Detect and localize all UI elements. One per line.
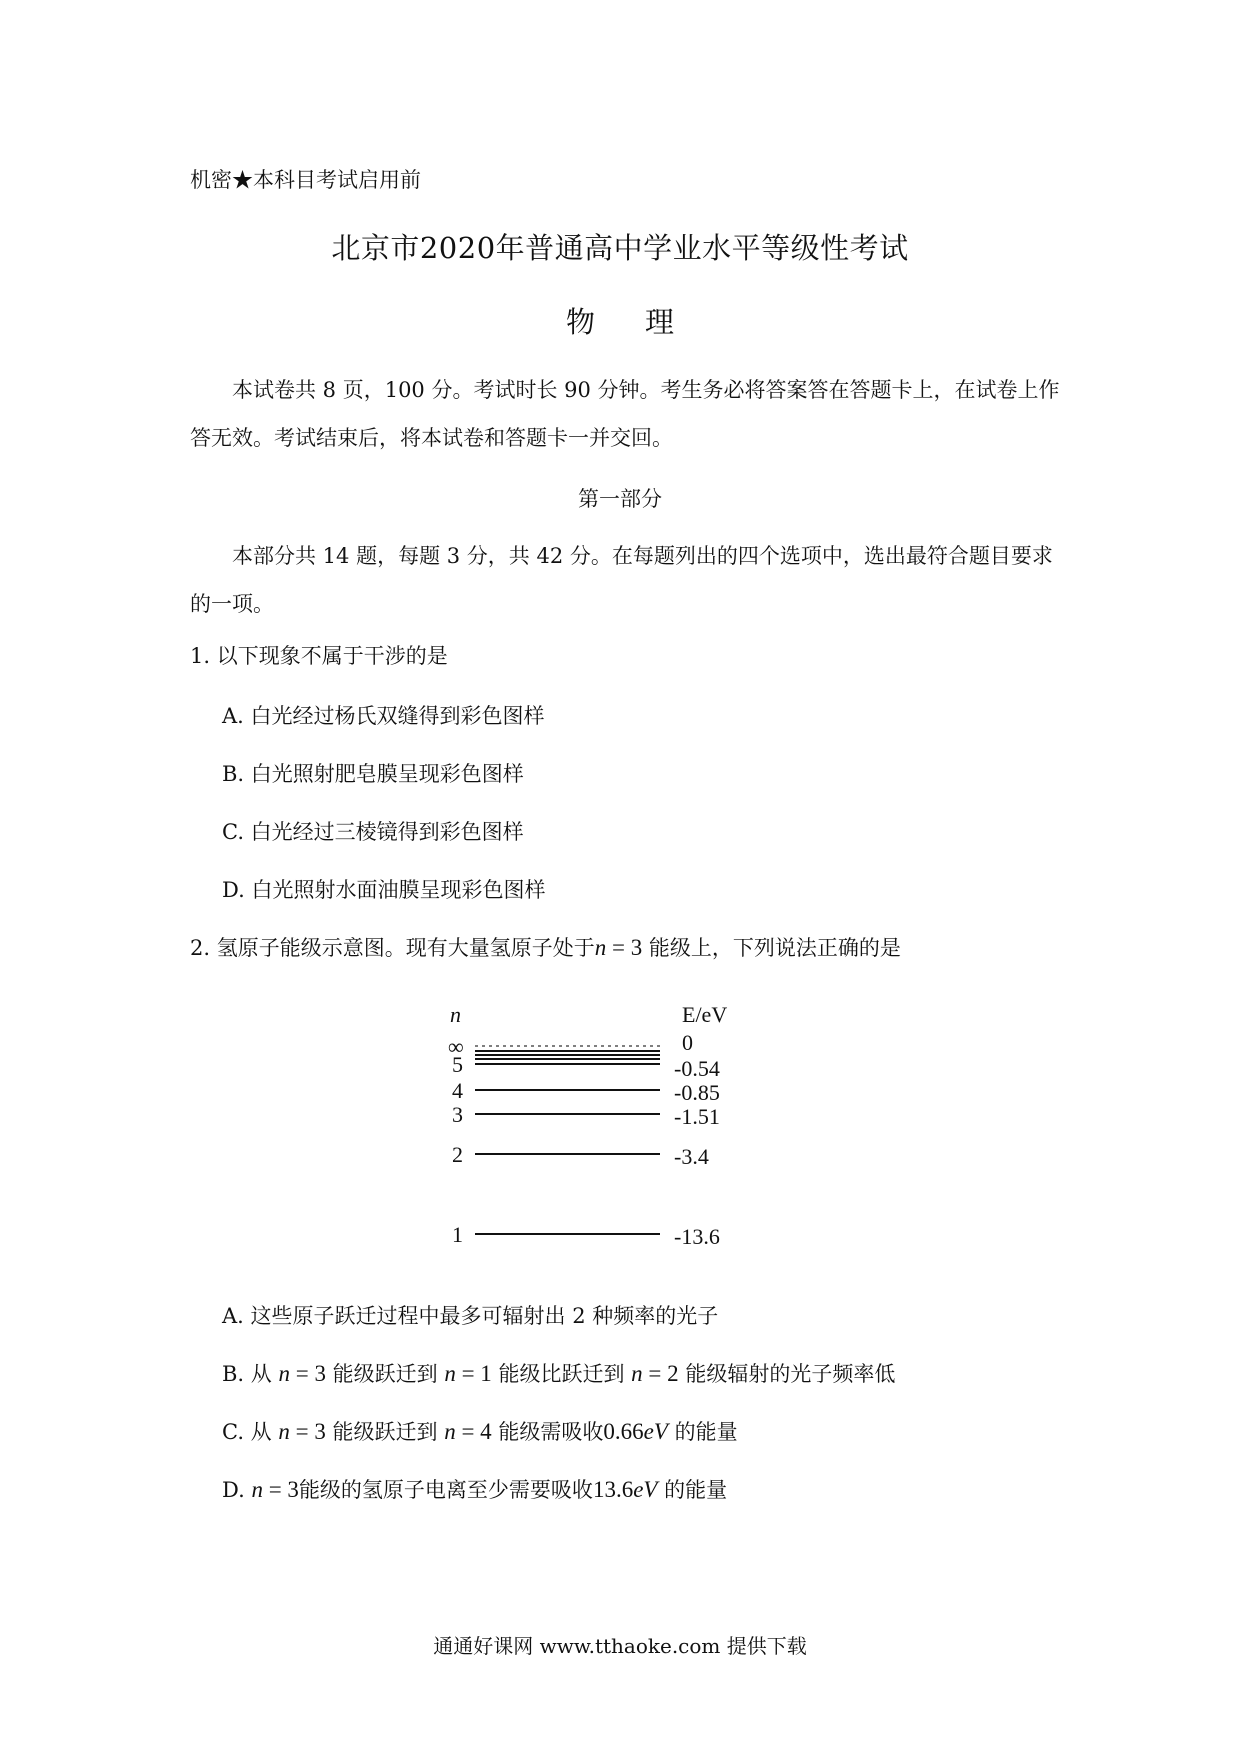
n-value: = 3 bbox=[262, 1477, 299, 1502]
question-2-option-a: A. 这些原子跃迁过程中最多可辐射出 2 种频率的光子 bbox=[222, 1304, 719, 1328]
option-text: 能级的氢原子电离至少需要吸收 bbox=[298, 1478, 593, 1502]
option-text: 能级辐射的光子频率低 bbox=[678, 1362, 896, 1386]
level-label-e: -0.54 bbox=[674, 1056, 720, 1081]
level-label-n: ∞ bbox=[448, 1034, 464, 1059]
n-variable: n bbox=[278, 1361, 290, 1386]
level-label-n: 4 bbox=[452, 1078, 463, 1103]
n-variable: n bbox=[444, 1419, 456, 1444]
option-text: 的能量 bbox=[667, 1420, 738, 1444]
question-1-option-b: B. 白光照射肥皂膜呈现彩色图样 bbox=[222, 762, 524, 786]
footer-source: 通通好课网 www.tthaoke.com 提供下载 bbox=[433, 1634, 807, 1658]
option-text: 能级跃迁到 bbox=[325, 1362, 445, 1386]
exam-title: 北京市2020年普通高中学业水平等级性考试 bbox=[331, 231, 909, 265]
option-text: D. bbox=[222, 1478, 252, 1502]
n-column-header: n bbox=[450, 1002, 461, 1027]
level-label-e: -1.51 bbox=[674, 1104, 720, 1129]
question-2-option-c bbox=[222, 1416, 738, 1446]
option-text: B. 从 bbox=[222, 1362, 279, 1386]
stem-text: 2. 氢原子能级示意图。现有大量氢原子处于 bbox=[190, 936, 595, 960]
question-2-option-b bbox=[222, 1358, 895, 1388]
exam-instructions: 本试卷共 8 页，100 分。考试时长 90 分钟。考生务必将答案答在答题卡上，在试卷上作答无效。考试结束后，将本试卷和答题卡一并交回。 bbox=[190, 378, 1060, 450]
option-text: 的能量 bbox=[657, 1478, 728, 1502]
level-label-n: 3 bbox=[452, 1102, 463, 1127]
part-title: 第一部分 bbox=[578, 487, 662, 511]
n-value: = 3 bbox=[289, 1419, 326, 1444]
n-variable: n bbox=[251, 1477, 263, 1502]
n-variable: n bbox=[631, 1361, 643, 1386]
question-2-option-d bbox=[222, 1474, 727, 1504]
n-value: = 3 bbox=[606, 935, 643, 960]
level-label-e: -0.85 bbox=[674, 1080, 720, 1105]
energy-unit: eV bbox=[643, 1419, 668, 1444]
level-label-e: -3.4 bbox=[674, 1144, 709, 1169]
option-text: 能级跃迁到 bbox=[325, 1420, 445, 1444]
question-2-stem bbox=[190, 932, 901, 962]
n-value: = 1 bbox=[455, 1361, 492, 1386]
level-label-n: 5 bbox=[452, 1052, 463, 1077]
n-value: = 3 bbox=[289, 1361, 326, 1386]
n-variable: n bbox=[444, 1361, 456, 1386]
level-label-e: -13.6 bbox=[674, 1224, 720, 1249]
energy-level-diagram bbox=[420, 1000, 840, 1270]
n-variable: n bbox=[278, 1419, 290, 1444]
energy-unit: eV bbox=[633, 1477, 658, 1502]
question-1-option-c: C. 白光经过三棱镜得到彩色图样 bbox=[222, 820, 524, 844]
confidential-notice: 机密★本科目考试启用前 bbox=[190, 168, 421, 192]
energy-value: 0.66 bbox=[603, 1419, 644, 1444]
energy-column-header: E/eV bbox=[682, 1002, 728, 1027]
subject-title: 物理 bbox=[565, 305, 724, 339]
energy-value: 13.6 bbox=[592, 1477, 634, 1502]
n-variable: n bbox=[594, 935, 607, 960]
level-label-e: 0 bbox=[682, 1030, 693, 1055]
part-instructions: 本部分共 14 题，每题 3 分，共 42 分。在每题列出的四个选项中，选出最符合题目要求的一项。 bbox=[190, 544, 1053, 616]
level-label-n: 2 bbox=[452, 1142, 463, 1167]
stem-text: 能级上，下列说法正确的是 bbox=[642, 936, 901, 960]
question-1-stem: 1. 以下现象不属于干涉的是 bbox=[190, 644, 448, 668]
question-1-option-a: A. 白光经过杨氏双缝得到彩色图样 bbox=[222, 704, 545, 728]
option-text: 能级需吸收 bbox=[491, 1420, 604, 1444]
option-text: 能级比跃迁到 bbox=[491, 1362, 632, 1386]
question-1-option-d: D. 白光照射水面油膜呈现彩色图样 bbox=[222, 878, 546, 902]
n-value: = 2 bbox=[642, 1361, 679, 1386]
option-text: C. 从 bbox=[222, 1420, 279, 1444]
n-value: = 4 bbox=[455, 1419, 492, 1444]
level-label-n: 1 bbox=[452, 1222, 463, 1247]
